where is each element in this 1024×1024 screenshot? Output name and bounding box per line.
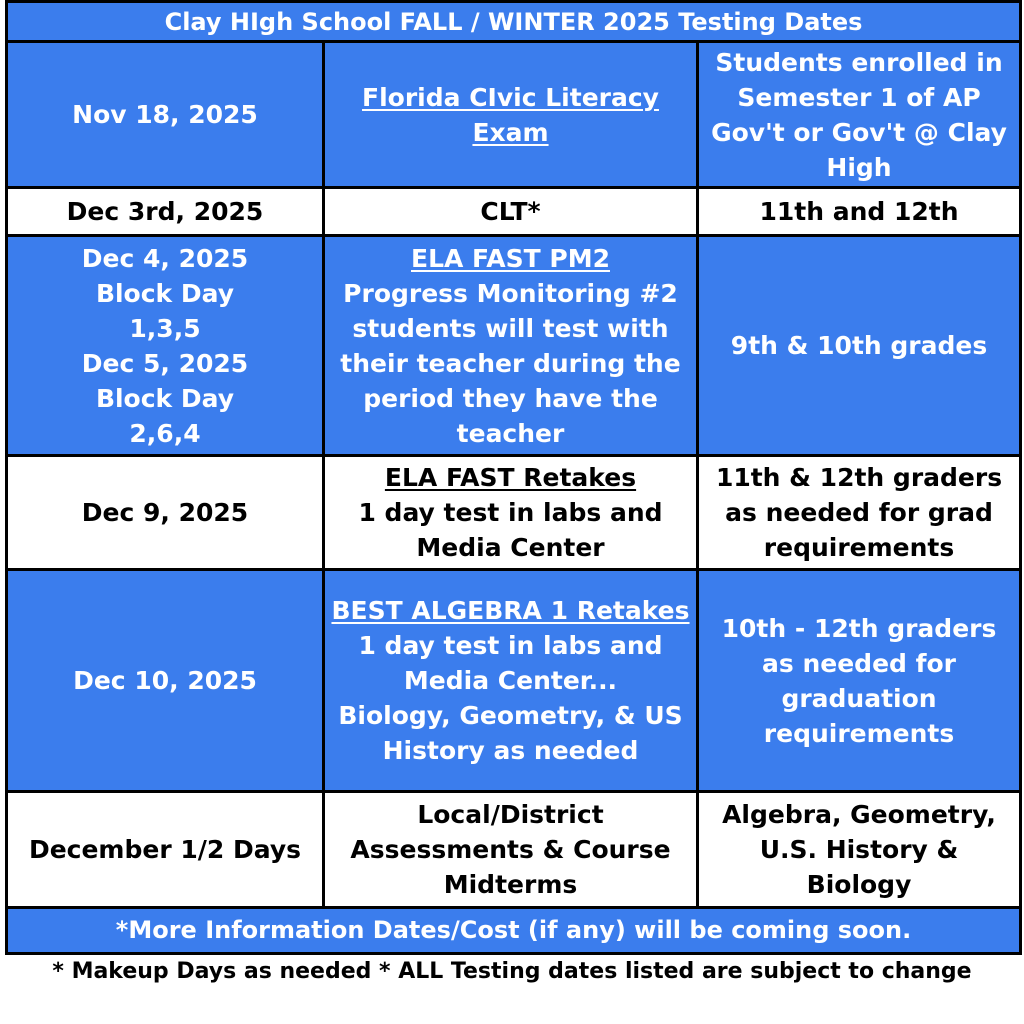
test-text: Progress Monitoring #2 students will test with their teacher during the period they have the teacher (340, 278, 681, 448)
date-cell (7, 188, 324, 236)
date-cell (7, 236, 324, 456)
who-cell (698, 42, 1021, 188)
table-row (7, 570, 1021, 792)
table-row (7, 456, 1021, 570)
date-line: December 1/2 Days (28, 835, 302, 864)
who-text: 9th & 10th grades (730, 331, 988, 360)
date-line: Dec 9, 2025 (81, 498, 249, 527)
who-text: 11th and 12th (759, 197, 959, 226)
date-cell (7, 456, 324, 570)
who-text: 11th & 12th graders as needed for grad requirements (715, 463, 1003, 562)
test-cell (324, 792, 698, 908)
test-cell (324, 236, 698, 456)
test-cell (324, 456, 698, 570)
test-heading: ELA FAST Retakes (384, 463, 637, 492)
note-row (7, 908, 1021, 954)
title-row (7, 2, 1021, 42)
date-line: Dec 10, 2025 (73, 666, 257, 695)
who-cell (698, 456, 1021, 570)
table-row (7, 188, 1021, 236)
who-cell (698, 570, 1021, 792)
who-cell (698, 236, 1021, 456)
date-line: Block Day (95, 383, 235, 413)
test-cell (324, 570, 698, 792)
date-cell (7, 792, 324, 908)
test-heading: BEST ALGEBRA 1 Retakes (331, 596, 690, 625)
table-row (7, 236, 1021, 456)
test-cell (324, 42, 698, 188)
date-line: 1,3,5 (129, 313, 201, 343)
test-text: CLT* (480, 197, 541, 226)
who-text: 10th - 12th graders as needed for graduation requirements (721, 613, 997, 748)
testing-dates-table (5, 0, 1022, 955)
date-line: Block Day (95, 278, 235, 308)
test-heading: ELA FAST PM2 (411, 243, 610, 273)
date-line: Dec 4, 2025 (81, 243, 249, 273)
date-cell (7, 42, 324, 188)
date-line: 2,6,4 (129, 418, 201, 448)
more-info-note: *More Information Dates/Cost (if any) will be coming soon. (7, 908, 1021, 954)
test-heading: Florida CIvic Literacy Exam (362, 82, 659, 147)
table-title: Clay HIgh School FALL / WINTER 2025 Testing Dates (7, 2, 1021, 42)
test-cell (324, 188, 698, 236)
test-text: 1 day test in labs and Media Center... (358, 631, 663, 695)
footer-disclaimer: * Makeup Days as needed * ALL Testing dates listed are subject to change (52, 959, 972, 984)
test-text: 1 day test in labs and Media Center (358, 498, 663, 562)
table-row (7, 42, 1021, 188)
test-text: Local/District Assessments & Course Midterms (350, 800, 671, 899)
table-row (7, 792, 1021, 908)
date-cell (7, 570, 324, 792)
date-line: Dec 3rd, 2025 (66, 197, 264, 226)
who-cell (698, 792, 1021, 908)
who-text: Algebra, Geometry, U.S. History & Biology (722, 800, 996, 899)
date-line: Nov 18, 2025 (72, 100, 258, 129)
test-text: Biology, Geometry, & US History as needed (338, 701, 683, 765)
who-cell (698, 188, 1021, 236)
date-line: Dec 5, 2025 (81, 348, 249, 378)
who-text: Students enrolled in Semester 1 of AP Gov't or Gov't @ Clay High (711, 47, 1007, 182)
